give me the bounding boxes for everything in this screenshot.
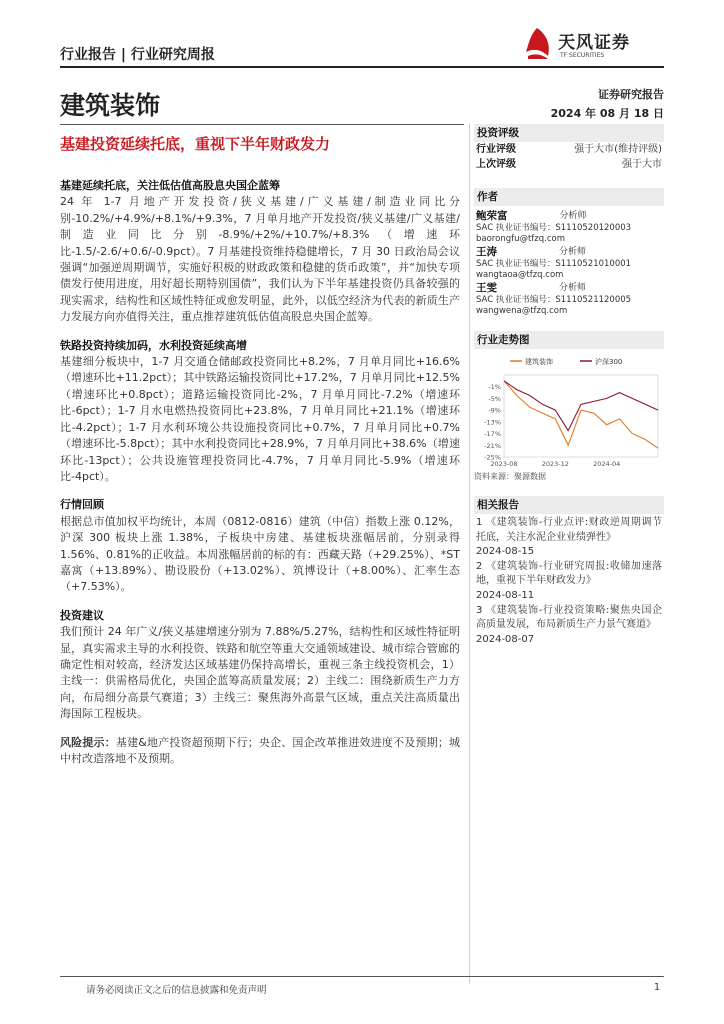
column-divider (469, 124, 470, 984)
author-email[interactable]: wangtaoa@tfzq.com (476, 270, 564, 280)
series-line (504, 381, 658, 448)
author-role: 分析师 (559, 247, 587, 257)
related-report-link[interactable]: 1 《建筑装饰-行业点评:财政逆周期调节托底，关注水泥企业业绩弹性》 (476, 517, 662, 543)
rating-value: 强于大市 (622, 159, 662, 170)
headline-rule (60, 124, 464, 125)
brand-logo (520, 24, 670, 68)
headline: 基建投资延续托底，重视下半年财政发力 (60, 135, 331, 153)
trend-chart (474, 349, 664, 469)
author-name: 鲍荣富 分析师 (476, 210, 587, 222)
related-report-date: 2024-08-11 (476, 589, 535, 601)
author-email[interactable]: wangwena@tfzq.com (476, 306, 568, 316)
plot-frame (504, 375, 658, 457)
section-title: 铁路投资持续加码，水利投资延续高增 (60, 338, 247, 352)
legend-label: 建筑装饰 (525, 358, 553, 366)
sidebar (474, 124, 664, 647)
x-tick-label: 2024-04 (593, 460, 621, 468)
section-title: 投资建议 (60, 608, 104, 622)
related-report-link[interactable]: 2 《建筑装饰-行业研究周报:收储加速落地，重视下半年财政发力》 (476, 560, 662, 587)
author-sac: SAC 执业证书编号：S1110521010001 (476, 259, 632, 269)
footer-disclaimer[interactable]: 请务必阅读正文之后的信息披露和免责声明 (86, 985, 267, 996)
section-body: 基建细分板块中，1-7 月交通仓储邮政投资同比+8.2%，7 月单月同比+16.6%（增速环比+11.2pct）；其中铁路运输投资同比+17.2%，7 月单月同比+12.5%（增速环比+0.8pct）；道路运输投资同比-2%，7 月单月同比-7.2%（增速环比-6pct）；1-7 月水电燃热投资同比+23.8%，7 月单月同比+21.1%（增速环比-4.2pct）；1-7 月水利环境公共设施投资同比+0.7%，7 月单月同比+0.7%（增速环比-5.8pct）；其中水利投资同比+28.9%，7 月单月同比+38.6%（增速环比-13pct）；公共设施管理投资同比-4.7%，7 月单月同比-5.9%（增速环比-4pct）。 (60, 355, 460, 483)
section-body: 24 年 1-7 月地产开发投资/狭义基建/广义基建/制造业同比分别-10.2%/+4.9%/+8.1%/+9.3%，7 月单月地产开发投资/狭义基建/广义基建/制造业同比分别-8.9%/+2%/+10.7%/+8.3%（增速环比-1.5/-2.6/+0.6/-0.9pct）。7 月基建投资维持稳健增长，7 月 30 日政治局会议强调“加强逆周期调节，实施好积极的财政政策和稳健的货币政策”，并“加快专项债发行使用进度，用好超长期特别国债”，我们认为下半年基建投资仍具备较强的现实需求，结构性和区域性特征或愈发明显，此外，以低空经济为代表的新质生产力发展方向亦值得关注，重点推荐建筑低估值高股息央国企蓝筹。 (60, 195, 460, 324)
y-tick-label: -13% (484, 418, 501, 427)
brand-name: 天风证券 (558, 33, 630, 53)
risk-note (60, 735, 460, 768)
section-title: 行情回顾 (60, 498, 104, 512)
footer-rule (60, 976, 664, 977)
risk-title: 风险提示： (60, 735, 116, 749)
logo-mark-icon (520, 26, 554, 62)
y-tick-label: -21% (484, 441, 501, 450)
top-rule (60, 66, 664, 68)
author-heading: 作者 (474, 188, 664, 206)
risk-body: 基建&地产投资超预期下行；央企、国企改革推进效进度不及预期；城中村改造落地不及预期。 (60, 735, 461, 765)
related-report-date: 2024-08-15 (476, 546, 535, 558)
rating-row (474, 142, 664, 157)
y-tick-label: -1% (488, 383, 501, 392)
author-sac: SAC 执业证书编号：S1110521120005 (476, 295, 632, 305)
page-number: 1 (654, 982, 661, 993)
related-report-link[interactable]: 3 《建筑装饰-行业投资策略:聚焦央国企高质量发展，布局新质生产力景气赛道》 (476, 604, 662, 631)
author-role: 分析师 (559, 211, 587, 221)
author-name: 王涛 分析师 (476, 246, 587, 258)
author-sac: SAC 执业证书编号：S1110520120003 (476, 223, 632, 233)
rating-value: 强于大市(维持评级) (574, 144, 662, 155)
section-body: 根据总市值加权平均统计，本周（0812-0816）建筑（中信）指数上涨 0.12%，沪深 300 板块上涨 1.38%，子板块中房建、基建板块涨幅居前，分别录得 1.56%、0.81%的正收益。本周涨幅居前的标的有：西藏天路（+29.25%）、*ST 嘉寓（+13.89%）、勘设股份（+13.02%）、筑博设计（+8.00%）、汇率生态（+7.53%）。 (60, 514, 460, 594)
brand-sub: TF SECURITIES (560, 52, 605, 59)
chart-source: 资料来源：聚源数据 (474, 472, 546, 481)
rating-heading: 投资评级 (474, 124, 664, 142)
author-role: 分析师 (559, 283, 587, 293)
y-tick-label: -25% (484, 453, 501, 462)
sector-title: 建筑装饰 (60, 91, 161, 120)
section-body: 我们预计 24 年广义/狭义基建增速分别为 7.88%/5.27%，结构性和区域性特征明显，真实需求主导的水利投资、铁路和航空等重大交通领域建设、城市综合管廊的确定性相对较高，经济发达区域基建仍保持高增长，重视三条主线投资机会，1）主线一：供需格局优化，央国企蓝筹高质量发展；2）主线二：围绕新质生产力方向，布局细分高景气赛道；3）主线三：聚焦海外高景气区域，重点关注高质量出海国际工程板块。 (60, 625, 460, 721)
report-label: 证券研究报告 (598, 88, 664, 101)
author-email[interactable]: baorongfu@tfzq.com (476, 234, 566, 244)
series-line (504, 381, 658, 431)
related-heading: 相关报告 (474, 496, 664, 514)
section-title: 基建延续托底，关注低估值高股息央国企蓝筹 (60, 179, 280, 192)
author-name: 王雯 分析师 (476, 282, 587, 294)
y-tick-label: -9% (488, 406, 501, 415)
y-tick-label: -5% (488, 394, 501, 403)
report-type: 行业报告 | 行业研究周报 (60, 47, 215, 63)
trend-heading: 行业走势图 (474, 331, 664, 349)
x-tick-label: 2023-08 (490, 460, 518, 468)
rating-label: 行业评级 (476, 144, 516, 155)
report-date: 2024 年 08 月 18 日 (550, 107, 664, 120)
y-tick-label: -17% (484, 430, 501, 439)
main-body (60, 178, 460, 779)
trend-chart-svg (474, 349, 664, 469)
rating-label: 上次评级 (476, 159, 516, 170)
legend-label: 沪深300 (595, 358, 623, 366)
related-report-date: 2024-08-07 (476, 633, 535, 645)
rating-row (474, 157, 664, 172)
x-tick-label: 2023-12 (541, 460, 569, 468)
